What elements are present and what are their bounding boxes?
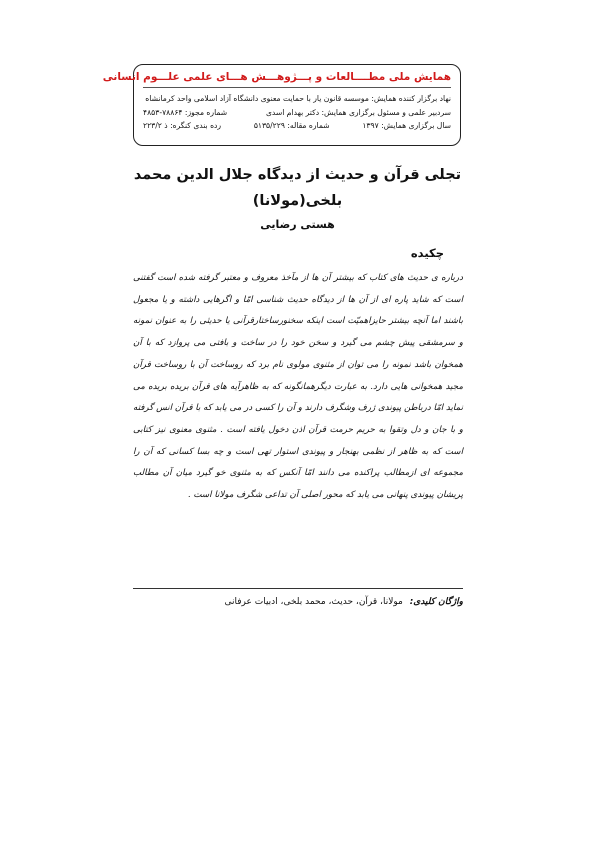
paper-title-line-2: بلخی(مولانا) <box>252 193 343 209</box>
organizer-text: نهاد برگزار کننده همایش: موسسه قانون یار با حمایت معنوی دانشگاه آزاد اسلامی واحد کرمانشاه <box>145 94 451 103</box>
organizer-row <box>143 92 451 106</box>
article-number: شماره مقاله: ۵۱۳۵/۲۲۹ <box>253 121 330 130</box>
keywords-label: واژگان کلیدی: <box>409 597 463 607</box>
meta-row <box>143 119 451 133</box>
keywords-divider <box>133 588 463 589</box>
abstract-body: درباره ی حدیث های کتاب که بیشتر آن ها از مآخذ معروف و معتبر گرفته شده است گفتنی است که شاید پاره ای از آن ها از دیدگاه حدیث شناسی امّا و اگرهایی داشته و یا مجعول باشند اما آنچه بیشتر حایزاهمیّت است اینکه سخنورساختارقرآنی یا حدیثی را به عنوان نمونه و سرمشقی پیش چشم می گیرد و سخن خود را در ساخت و بافتی می پروازد که با آن همخوان باشد نمونه را می توان از مثنوی مولوی نام برد که روساخت آن با روساخت قرآن مجید همخوانی هایی دارد. به عبارت دیگرهمانگونه که به ظاهرآیه های قرآن بریده بریده می نماید امّا درباطن پیوندی ژرف وشگرف دارند و آن را کسی در می یابد که با قرآن انس گرفته و با جان و دل وتقوا به حریم حرمت قرآن اذن دخول یافته است . مثنوی معنوی نیز کتابی است که به ظاهر از نظمی بهنجار و پیوندی استوار تهی است و چه بسا کسانی که آن را مجموعه ای ازمطالب پراکنده می دانند امّا آنکس که به مثنوی خو گیرد میان آن مطالب پریشان پیوندی پنهانی می یابد که محور اصلی آن تداعی شگرف مولانا است . <box>133 273 463 501</box>
keywords-list: مولانا، قرآن، حدیث، محمد بلخی، ادبیات عرفانی <box>224 597 403 607</box>
congress-code: رده بندی کنگره: ذ ۲۲۳/۲ <box>143 121 222 130</box>
chief-editor-text: سردبیر علمی و مسئول برگزاری همایش: دکتر بهدام اسدی <box>265 107 451 117</box>
editor-row <box>143 106 451 120</box>
conference-title: همایش ملی مطــــالعات و پـــژوهـــش هـــای علمی علـــوم انسانی <box>143 71 451 88</box>
permit-number: شماره مجوز: ۷۸۸۶۴-۴۸۵۳ <box>143 107 228 117</box>
keywords-line <box>133 597 463 607</box>
paper-title <box>130 162 465 214</box>
paper-title-line-1: تجلی قرآن و حدیث از دیدگاه جلال الدین محمد <box>133 167 462 183</box>
conference-info-box <box>102 64 461 146</box>
conference-year: سال برگزاری همایش: ۱۳۹۷ <box>362 121 451 130</box>
author-name: هستی رضایی <box>260 218 335 231</box>
abstract-heading: چکیده <box>410 246 444 260</box>
